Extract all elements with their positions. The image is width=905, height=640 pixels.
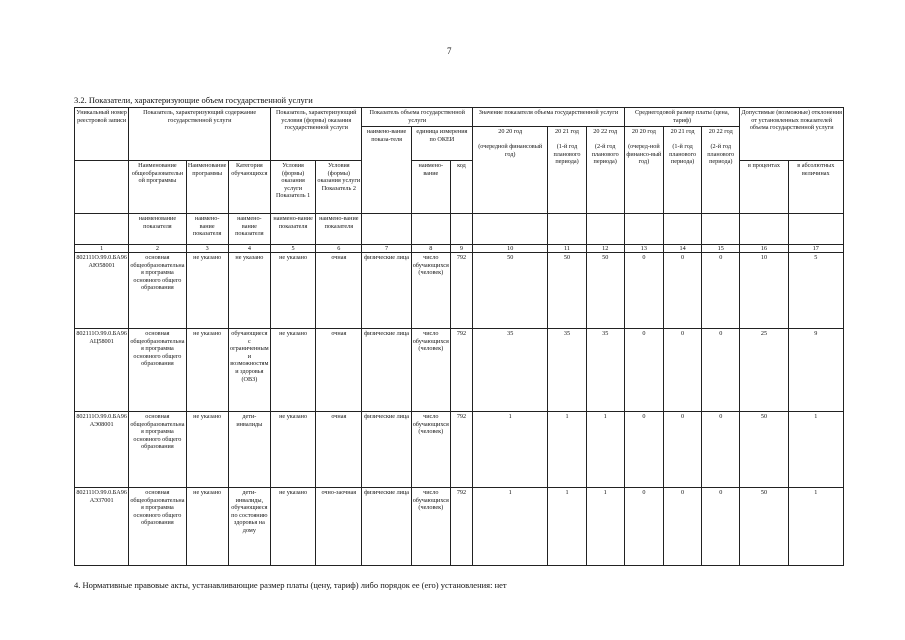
category-cell: дети-инвалиды <box>228 412 270 488</box>
header-row-1 <box>75 108 844 127</box>
header-program-name: Наименование программы <box>186 161 228 214</box>
table-row <box>75 253 844 329</box>
indicator-cell: физические лица <box>362 488 411 566</box>
year-label: 20 22 год <box>708 128 733 135</box>
code-cell: 792 <box>450 488 472 566</box>
header-blank <box>740 214 788 245</box>
column-number: 2 <box>129 245 186 253</box>
header-volume-indicator: Показатель объема государственной услуги <box>362 108 473 127</box>
header-blank <box>586 214 624 245</box>
column-number: 14 <box>663 245 701 253</box>
table-row <box>75 488 844 566</box>
condition-label: Условия (формы) оказания услуги <box>317 162 361 185</box>
deviation-percent-cell: 50 <box>740 488 788 566</box>
condition1-cell: не указано <box>270 253 315 329</box>
condition2-cell: очно-заочная <box>316 488 362 566</box>
header-blank <box>702 214 740 245</box>
header-year-2021-value <box>548 127 586 214</box>
column-number: 15 <box>702 245 740 253</box>
year-label: 20 20 год <box>631 128 656 135</box>
code-cell: 792 <box>450 412 472 488</box>
header-blank <box>75 161 129 214</box>
header-average-fee: Среднегодовой размер платы (цена, тариф) <box>624 108 740 127</box>
header-year-2021-fee <box>663 127 701 214</box>
column-number-row <box>75 245 844 253</box>
period-label: (2-й год планового периода) <box>707 143 735 166</box>
header-blank <box>450 214 472 245</box>
unit-cell: число обучающихся (человек) <box>411 329 450 412</box>
value-2022-cell: 35 <box>586 329 624 412</box>
condition-label: Условия (формы) оказания услуги <box>281 162 305 192</box>
header-indicator-name-label: наимено-вание показателя <box>316 214 362 245</box>
header-blank <box>411 214 450 245</box>
period-label: (1-й год планового периода) <box>553 143 581 166</box>
unit-cell: число обучающихся (человек) <box>411 488 450 566</box>
year-label: 20 22 год <box>593 128 618 135</box>
program-name-cell: не указано <box>186 488 228 566</box>
year-label: 20 20 год <box>498 128 523 135</box>
column-number: 9 <box>450 245 472 253</box>
period-label: (очередной финансовый год) <box>478 143 543 158</box>
category-cell: не указано <box>228 253 270 329</box>
column-number: 10 <box>473 245 548 253</box>
column-number: 17 <box>788 245 843 253</box>
deviation-absolute-cell: 1 <box>788 412 843 488</box>
value-2022-cell: 1 <box>586 412 624 488</box>
header-unit-code: код <box>450 161 472 214</box>
condition1-cell: не указано <box>270 488 315 566</box>
header-year-2022-value <box>586 127 624 214</box>
header-year-2022-fee <box>702 127 740 214</box>
header-blank <box>75 214 129 245</box>
page-number: 7 <box>447 46 452 56</box>
condition2-cell: очная <box>316 412 362 488</box>
program-name-cell: не указано <box>186 253 228 329</box>
column-number: 12 <box>586 245 624 253</box>
period-label: (2-й год планового периода) <box>591 143 619 166</box>
fee-2022-cell: 0 <box>702 329 740 412</box>
header-blank <box>624 214 663 245</box>
table-row <box>75 329 844 412</box>
header-deviation-percent: в процентах <box>740 161 788 214</box>
column-number: 5 <box>270 245 315 253</box>
column-number: 8 <box>411 245 450 253</box>
section-title: 3.2. Показатели, характеризующие объем государственной услуги <box>74 95 313 105</box>
header-category: Категория обучающихся <box>228 161 270 214</box>
header-blank <box>548 214 586 245</box>
fee-2021-cell: 0 <box>663 329 701 412</box>
fee-2022-cell: 0 <box>702 412 740 488</box>
category-cell: обучающиеся с ограниченными возможностями здоровья (ОВЗ) <box>228 329 270 412</box>
footer-note: 4. Нормативные правовые акты, устанавливающие размер платы (цену, тариф) либо порядок ее (его) установления: нет <box>74 580 507 590</box>
program-cell: основная общеобразовательная программа основного общего образования <box>129 329 186 412</box>
fee-2021-cell: 0 <box>663 488 701 566</box>
value-2020-cell: 1 <box>473 488 548 566</box>
column-number: 4 <box>228 245 270 253</box>
value-2021-cell: 1 <box>548 488 586 566</box>
condition2-cell: очная <box>316 329 362 412</box>
deviation-percent-cell: 25 <box>740 329 788 412</box>
fee-2020-cell: 0 <box>624 412 663 488</box>
column-number: 16 <box>740 245 788 253</box>
condition2-cell: очная <box>316 253 362 329</box>
registry-number: 802111О.99.0.БА96АЭ37001 <box>75 488 129 566</box>
header-conditions-indicator: Показатель, характеризующий условия (формы) оказания государственной услуги <box>270 108 361 161</box>
indicator-cell: физические лица <box>362 329 411 412</box>
unit-cell: число обучающихся (человек) <box>411 253 450 329</box>
value-2020-cell: 1 <box>473 412 548 488</box>
header-allowed-deviations: Допустимые (возможные) отклонения от установленных показателей объема государственной услуги <box>740 108 844 161</box>
fee-2020-cell: 0 <box>624 329 663 412</box>
deviation-absolute-cell: 5 <box>788 253 843 329</box>
indicator-cell: физические лица <box>362 412 411 488</box>
header-row-4 <box>75 214 844 245</box>
indicator-cell: физические лица <box>362 253 411 329</box>
header-unit-okei: единица измерения по ОКЕИ <box>411 127 472 161</box>
fee-2020-cell: 0 <box>624 253 663 329</box>
column-number: 6 <box>316 245 362 253</box>
table-row <box>75 412 844 488</box>
header-indicator-name-label: наимено-вание показателя <box>186 214 228 245</box>
year-label: 20 21 год <box>555 128 579 135</box>
column-number: 7 <box>362 245 411 253</box>
deviation-absolute-cell: 1 <box>788 488 843 566</box>
value-2020-cell: 50 <box>473 253 548 329</box>
deviation-absolute-cell: 9 <box>788 329 843 412</box>
indicator-label: Показатель 1 <box>275 192 311 200</box>
column-number: 13 <box>624 245 663 253</box>
value-2020-cell: 35 <box>473 329 548 412</box>
unit-cell: число обучающихся (человек) <box>411 412 450 488</box>
header-program: Наименование общеобразовательной программы <box>129 161 186 214</box>
header-blank <box>362 214 411 245</box>
fee-2021-cell: 0 <box>663 253 701 329</box>
value-2022-cell: 50 <box>586 253 624 329</box>
header-unit-name: наимено-вание <box>411 161 450 214</box>
header-indicator-name-label: наимено-вание показателя <box>270 214 315 245</box>
code-cell: 792 <box>450 253 472 329</box>
deviation-percent-cell: 50 <box>740 412 788 488</box>
value-2021-cell: 1 <box>548 412 586 488</box>
header-unique-number: Уникальный номер реестровой записи <box>75 108 129 161</box>
header-indicator-name: наимено-вание показа-теля <box>362 127 411 214</box>
period-label: (1-й год планового периода) <box>669 143 697 166</box>
program-name-cell: не указано <box>186 329 228 412</box>
value-2021-cell: 35 <box>548 329 586 412</box>
period-label: (очеред-ной финансо-вый год) <box>626 143 662 166</box>
header-condition-2 <box>316 161 362 214</box>
program-cell: основная общеобразовательная программа основного общего образования <box>129 253 186 329</box>
column-number: 11 <box>548 245 586 253</box>
header-year-2020-fee <box>624 127 663 214</box>
column-number: 1 <box>75 245 129 253</box>
fee-2022-cell: 0 <box>702 253 740 329</box>
value-2021-cell: 50 <box>548 253 586 329</box>
program-cell: основная общеобразовательная программа основного общего образования <box>129 488 186 566</box>
condition1-cell: не указано <box>270 412 315 488</box>
category-cell: дети-инвалиды, обучающиеся по состоянию здоровья на дому <box>228 488 270 566</box>
header-condition-1 <box>270 161 315 214</box>
code-cell: 792 <box>450 329 472 412</box>
indicator-label: Показатель 2 <box>321 184 356 192</box>
year-label: 20 21 год <box>670 128 695 135</box>
value-2022-cell: 1 <box>586 488 624 566</box>
header-blank <box>663 214 701 245</box>
volume-indicators-table <box>74 107 844 566</box>
header-blank <box>473 214 548 245</box>
program-name-cell: не указано <box>186 412 228 488</box>
deviation-percent-cell: 10 <box>740 253 788 329</box>
column-number: 3 <box>186 245 228 253</box>
program-cell: основная общеобразовательная программа основного общего образования <box>129 412 186 488</box>
header-blank <box>788 214 843 245</box>
fee-2020-cell: 0 <box>624 488 663 566</box>
header-deviation-absolute: в абсолютных величинах <box>788 161 843 214</box>
header-indicator-name-label: наимено-вание показателя <box>228 214 270 245</box>
condition1-cell: не указано <box>270 329 315 412</box>
registry-number: 802111О.99.0.БА96АЭ08001 <box>75 412 129 488</box>
fee-2021-cell: 0 <box>663 412 701 488</box>
fee-2022-cell: 0 <box>702 488 740 566</box>
header-volume-values: Значение показателя объема государственной услуги <box>473 108 625 127</box>
registry-number: 802111О.99.0.БА96АЮ58001 <box>75 253 129 329</box>
header-content-indicator: Показатель, характеризующий содержание государственной услуги <box>129 108 271 161</box>
header-year-2020-value <box>473 127 548 214</box>
header-indicator-name-label: наименование показателя <box>129 214 186 245</box>
registry-number: 802111О.99.0.БА96АЦ58001 <box>75 329 129 412</box>
